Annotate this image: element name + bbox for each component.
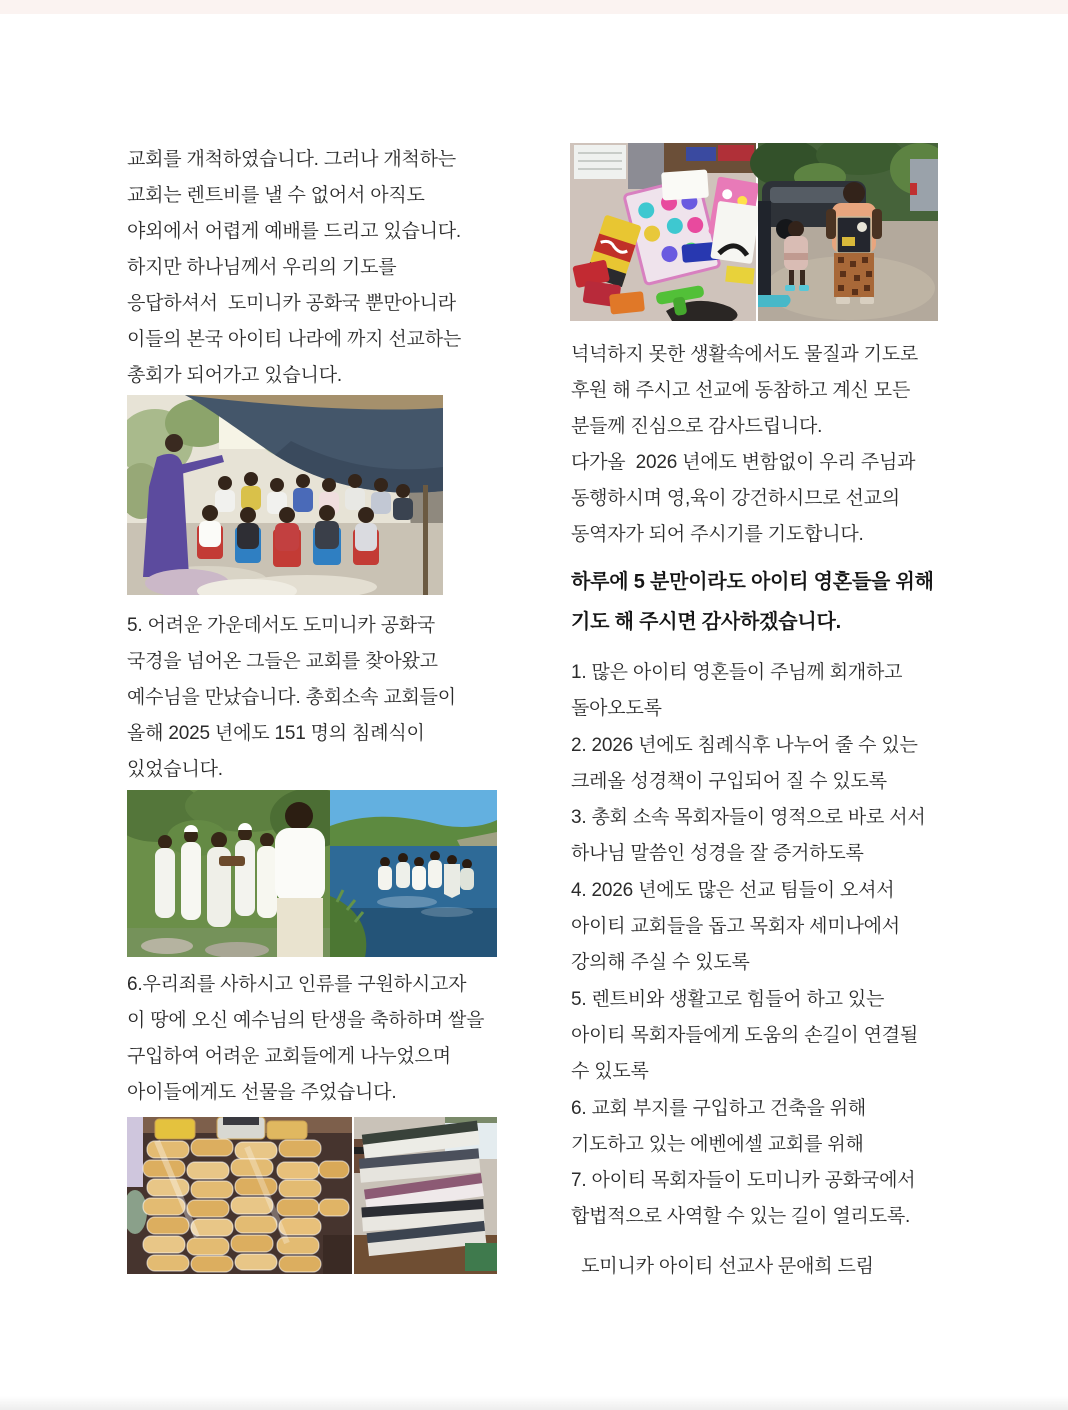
text-line: 야외에서 어렵게 예배를 드리고 있습니다.: [127, 221, 462, 242]
text-line: 동역자가 되어 주시기를 기도합니다.: [571, 524, 864, 545]
text-line-bold: 기도 해 주시면 감사하겠습니다.: [571, 611, 841, 633]
prayer-item-line: 하나님 말씀인 성경을 잘 증거하도록: [571, 843, 864, 865]
signature: [571, 1249, 874, 1285]
page-bottom-edge: [0, 1396, 1068, 1410]
text-line: 예수님을 만났습니다. 총회소속 교회들이: [127, 687, 456, 708]
prayer-heading: [571, 562, 934, 642]
prayer-item-line: 5. 렌트비와 생활고로 힘들어 하고 있는: [571, 988, 885, 1010]
text-line: 6.우리죄를 사하시고 인류를 구원하시고자: [127, 974, 467, 995]
prayer-item-line: 합법적으로 사역할 수 있는 길이 열리도록.: [571, 1206, 911, 1228]
prayer-item-line: 4. 2026 년에도 많은 선교 팀들이 오셔서: [571, 879, 895, 901]
prayer-item-line: 3. 총회 소속 목회자들이 영적으로 바로 서서: [571, 807, 926, 829]
text-line: 5. 어려운 가운데서도 도미니카 공화국: [127, 615, 436, 636]
signature-line: 도미니카 아이티 선교사 문애희 드림: [571, 1256, 874, 1277]
text-line-bold: 하루에 5 분만이라도 아이티 영혼들을 위해: [571, 571, 934, 593]
left-intro-paragraph: [127, 142, 461, 394]
page-top-strip: [0, 0, 1068, 14]
prayer-item-line: 기도하고 있는 에벤에셀 교회를 위해: [571, 1133, 864, 1155]
prayer-item-line: 돌아오도록: [571, 698, 662, 720]
text-line: 하지만 하나님께서 우리의 기도를: [127, 257, 397, 278]
text-line: 구입하여 어려운 교회들에게 나누었으며: [127, 1046, 451, 1067]
prayer-item-line: 강의해 주실 수 있도록: [571, 952, 750, 974]
text-line: 분들께 진심으로 감사드립니다.: [571, 416, 823, 437]
prayer-item-line: 크레올 성경책이 구입되어 질 수 있도록: [571, 770, 887, 792]
text-line: 다가올 2026 년에도 변함없이 우리 주님과: [571, 452, 916, 473]
text-line: 아이들에게도 선물을 주었습니다.: [127, 1082, 397, 1103]
text-line: 넉넉하지 못한 생활속에서도 물질과 기도로: [571, 344, 919, 365]
text-line: 응답하셔서 도미니카 공화국 뿐만아니라: [127, 293, 456, 314]
text-line: 국경을 넘어온 그들은 교회를 찾아왔고: [127, 651, 438, 672]
text-line: 교회는 렌트비를 낼 수 없어서 아직도: [127, 185, 425, 206]
photo-gifts-and-child: [570, 143, 938, 321]
photo-rice-and-books: [127, 1117, 497, 1274]
text-line: 이들의 본국 아이티 나라에 까지 선교하는: [127, 329, 462, 350]
text-line: 동행하시며 영,육이 강건하시므로 선교의: [571, 488, 900, 509]
prayer-item-line: 2. 2026 년에도 침례식후 나누어 줄 수 있는: [571, 734, 918, 756]
prayer-item-line: 1. 많은 아이티 영혼들이 주님께 회개하고: [571, 662, 903, 683]
text-line: 후원 해 주시고 선교에 동참하고 계신 모든: [571, 380, 911, 401]
prayer-item-line: 7. 아이티 목회자들이 도미니카 공화국에서: [571, 1170, 916, 1192]
left-item5-paragraph: [127, 608, 456, 788]
left-item6-paragraph: [127, 967, 484, 1111]
prayer-item-line: 아이티 교회들을 돕고 목회자 세미나에서: [571, 916, 900, 938]
prayer-list: [571, 655, 926, 1236]
photo-tent-service: [127, 395, 443, 595]
text-line: 이 땅에 오신 예수님의 탄생을 축하하며 쌀을: [127, 1010, 485, 1031]
right-thanks-paragraph: [571, 337, 918, 553]
prayer-item-line: 수 있도록: [571, 1061, 649, 1083]
text-line: 교회를 개척하였습니다. 그러나 개척하는: [127, 149, 456, 170]
text-line: 있었습니다.: [127, 759, 223, 780]
text-line: 총회가 되어가고 있습니다.: [127, 365, 342, 386]
prayer-item-line: 6. 교회 부지를 구입하고 건축을 위해: [571, 1097, 866, 1119]
prayer-item-line: 아이티 목회자들에게 도움의 손길이 연결될: [571, 1024, 919, 1046]
photo-baptism: [127, 790, 497, 957]
text-line: 올해 2025 년에도 151 명의 침례식이: [127, 723, 425, 744]
